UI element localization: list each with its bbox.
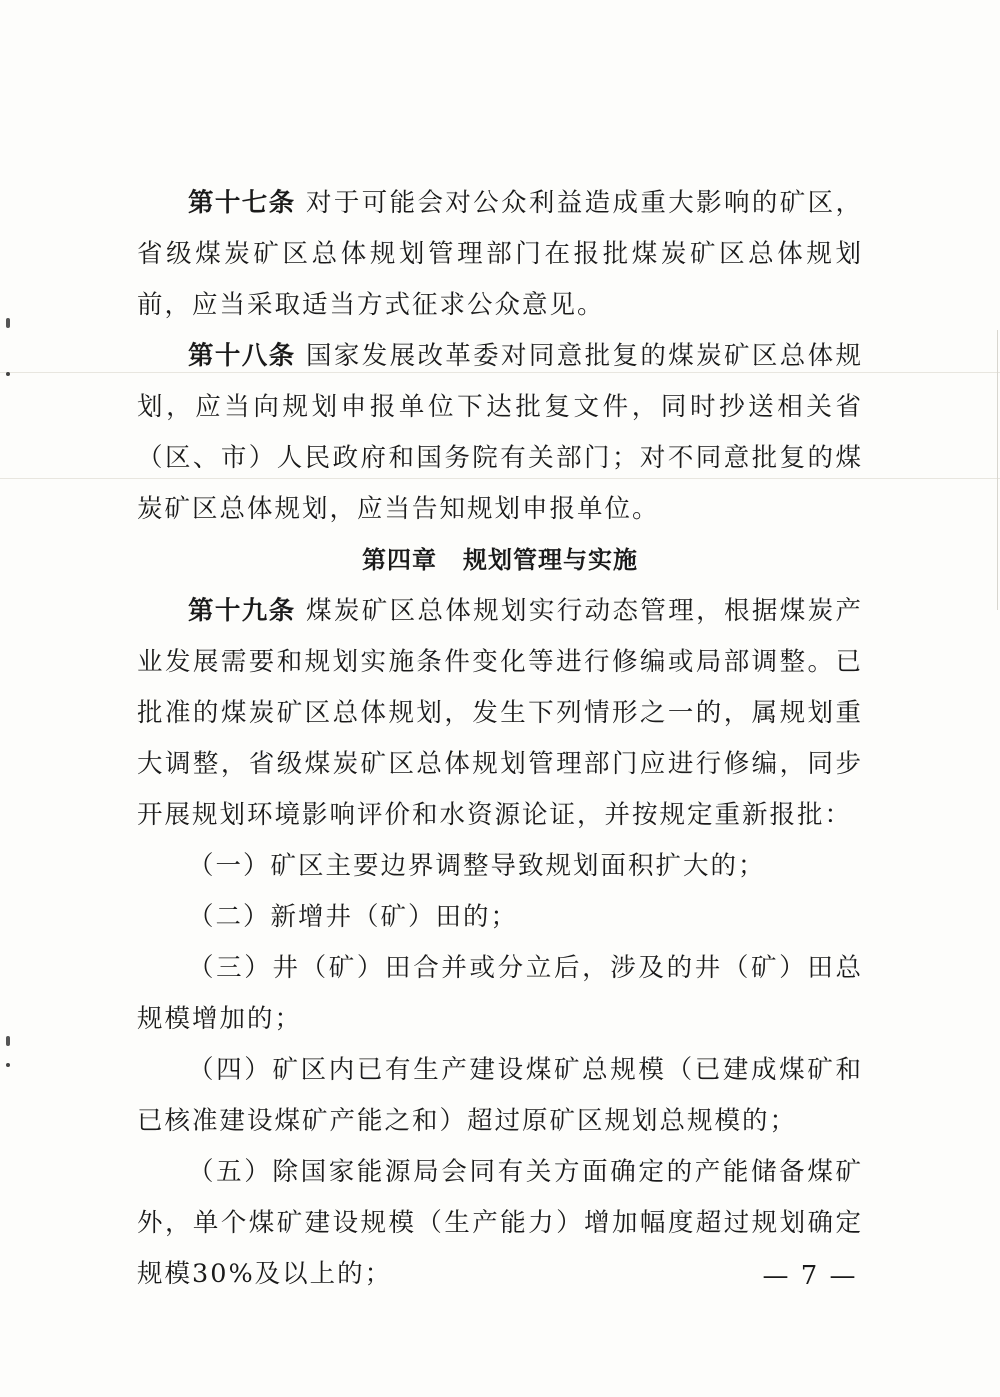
scan-edge-shadow: [997, 330, 998, 610]
list-item: （五）除国家能源局会同有关方面确定的产能储备煤矿外，单个煤矿建设规模（生产能力）增加幅度超过规划确定规模30%及以上的；: [137, 1157, 863, 1289]
article-17-paragraph: [137, 178, 863, 331]
article-text: 对于可能会对公众利益造成重大影响的矿区，省级煤炭矿区总体规划管理部门在报批煤炭矿区总体规划前，应当采取适当方式征求公众意见。: [137, 188, 863, 320]
article-heading: 第十八条: [188, 341, 296, 371]
list-item: （四）矿区内已有生产建设煤矿总规模（已建成煤矿和已核准建设煤矿产能之和）超过原矿区规划总规模的；: [137, 1055, 863, 1136]
chapter-title: 规划管理与实施: [463, 546, 638, 574]
binding-hole-mark: [6, 1063, 10, 1067]
list-item: （二）新增井（矿）田的；: [188, 902, 519, 932]
chapter-heading: [137, 535, 863, 586]
article-text: 国家发展改革委对同意批复的煤炭矿区总体规划，应当向规划申报单位下达批复文件，同时抄送相关省（区、市）人民政府和国务院有关部门；对不同意批复的煤炭矿区总体规划，应当告知规划申报单位。: [137, 341, 863, 524]
article-19-paragraph: [137, 586, 863, 841]
article-text: 煤炭矿区总体规划实行动态管理，根据煤炭产业发展需要和规划实施条件变化等进行修编或局部调整。已批准的煤炭矿区总体规划，发生下列情形之一的，属规划重大调整，省级煤炭矿区总体规划管理部门应进行修编，同步开展规划环境影响评价和水资源论证，并按规定重新报批：: [137, 596, 863, 830]
list-item: （三）井（矿）田合并或分立后，涉及的井（矿）田总规模增加的；: [137, 953, 863, 1034]
document-body: [137, 178, 863, 1300]
list-item: （一）矿区主要边界调整导致规划面积扩大的；: [188, 851, 766, 881]
chapter-number: 第四章: [362, 546, 437, 574]
article-heading: 第十九条: [188, 596, 296, 626]
binding-hole-mark: [6, 318, 10, 328]
binding-hole-mark: [6, 372, 10, 376]
article-18-paragraph: [137, 331, 863, 535]
binding-hole-mark: [6, 1036, 10, 1046]
page-number: — 7 —: [762, 1261, 858, 1291]
article-heading: 第十七条: [188, 188, 296, 218]
